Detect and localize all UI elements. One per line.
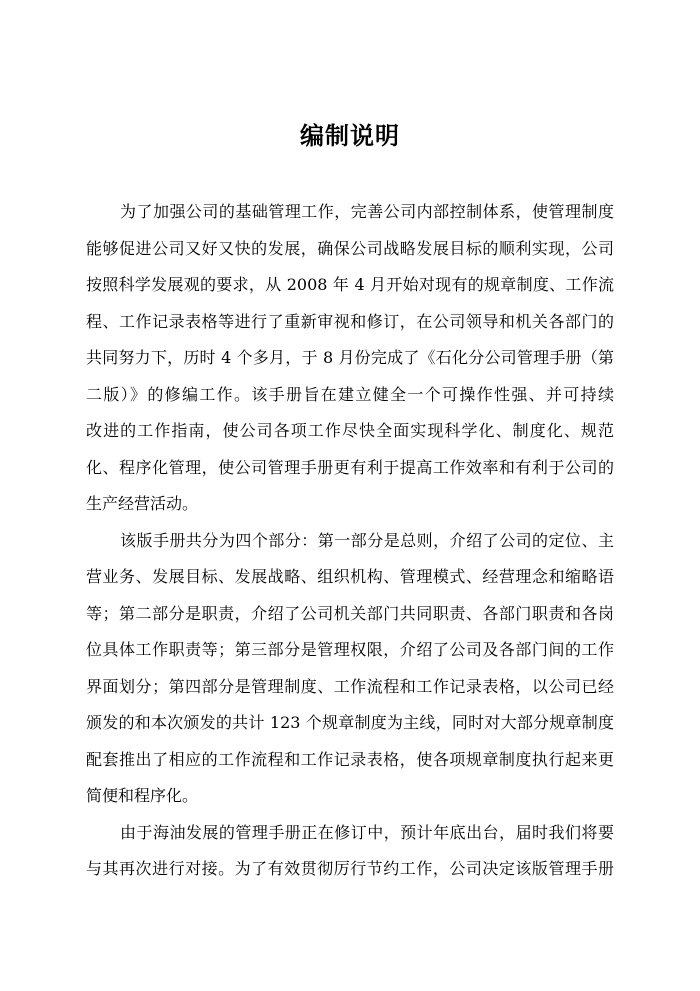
paragraph-line: 为了加强公司的基础管理工作，完善公司内部控制体系，使管理制度: [120, 202, 614, 221]
paragraph-line: 能够促进公司又好又快的发展，确保公司战略发展目标的顺利实现，公司: [86, 238, 614, 258]
paragraph-line: 等；第二部分是职责，介绍了公司机关部门共同职责、各部门职责和各岗: [86, 603, 614, 623]
paragraph-line: 与其再次进行对接。为了有效贯彻厉行节约工作，公司决定该版管理手册: [86, 859, 614, 878]
page-title: 编制说明: [300, 122, 400, 150]
paragraph-1: [86, 194, 614, 523]
paragraph-2: [86, 523, 614, 815]
paragraph-line: 位具体工作职责等；第三部分是管理权限，介绍了公司及各部门间的工作: [86, 640, 614, 659]
paragraph-line: 由于海油发展的管理手册正在修订中，预计年底出台，届时我们将要: [120, 822, 614, 842]
paragraph-line: 共同努力下，历时 4 个多月，于 8 月份完成了《石化分公司管理手册（第: [86, 348, 614, 367]
paragraph-line: 按照科学发展观的要求，从 2008 年 4 月开始对现有的规章制度、工作流: [86, 275, 614, 294]
paragraph-line: 颁发的和本次颁发的共计 123 个规章制度为主线，同时对大部分规章制度: [86, 713, 614, 732]
paragraph-line: 营业务、发展目标、发展战略、组织机构、管理模式、经营理念和缩略语: [86, 567, 614, 586]
paragraph-line: 界面划分；第四部分是管理制度、工作流程和工作记录表格，以公司已经: [86, 676, 614, 696]
paragraph-line: 程、工作记录表格等进行了重新审视和修订，在公司领导和机关各部门的: [86, 311, 614, 331]
paragraph-line: 该版手册共分为四个部分：第一部分是总则，介绍了公司的定位、主: [120, 530, 614, 550]
paragraph-line: 简便和程序化。: [86, 786, 199, 805]
paragraph-3: [86, 815, 614, 888]
paragraph-line: 化、程序化管理，使公司管理手册更有利于提高工作效率和有利于公司的: [86, 457, 614, 477]
paragraph-line: 改进的工作指南，使公司各项工作尽快全面实现科学化、制度化、规范: [86, 421, 614, 440]
paragraph-line: 配套推出了相应的工作流程和工作记录表格，使各项规章制度执行起来更: [86, 749, 614, 769]
paragraph-line: 二版）》的修编工作。该手册旨在建立健全一个可操作性强、并可持续: [86, 384, 614, 404]
paragraph-line: 生产经营活动。: [86, 494, 199, 513]
document-body: [86, 194, 614, 888]
